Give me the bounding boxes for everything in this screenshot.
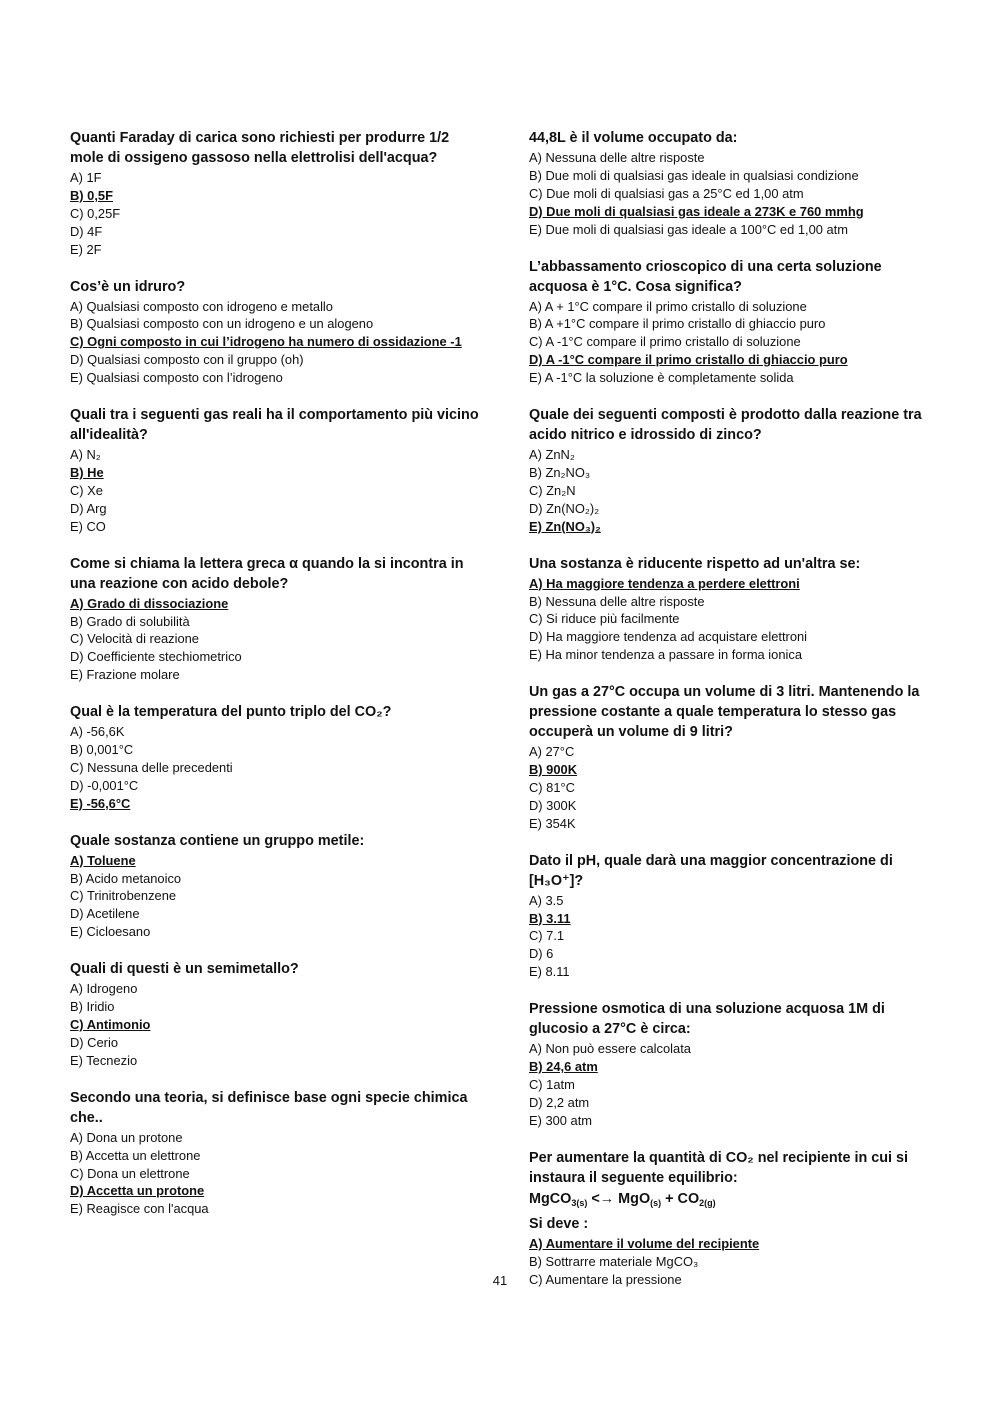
page-number: 41 [492, 1273, 508, 1288]
answer-option-correct: B) 24,6 atm [529, 1059, 598, 1075]
answer-option: C) Trinitrobenzene [70, 888, 177, 904]
question-block [529, 128, 929, 239]
answer-option: B) Sottrarre materiale MgCO₃ [529, 1253, 699, 1269]
question-block [70, 831, 480, 942]
answer-option: D) 6 [529, 946, 554, 962]
question-block [529, 257, 929, 388]
answer-option: C) 7.1 [529, 928, 565, 944]
answer-option: E) Frazione molare [70, 667, 180, 683]
answer-option: C) 81°C [529, 779, 575, 795]
question-text: Pressione osmotica di una soluzione acquosa 1M di glucosio a 27°C è circa: [529, 1001, 885, 1038]
question-text: Cos’è un idruro? [70, 278, 186, 295]
answer-option: A) A + 1°C compare il primo cristallo di soluzione [529, 298, 807, 314]
question-text: Una sostanza è riducente rispetto ad un'altra se: [529, 555, 861, 572]
answer-option: B) Qualsiasi composto con un idrogeno e un alogeno [70, 316, 374, 332]
answer-option: A) Idrogeno [70, 981, 138, 997]
answer-option: B) Zn₂NO₃ [529, 464, 591, 480]
answer-option: D) Ha maggiore tendenza ad acquistare elettroni [529, 629, 808, 645]
answer-option: C) Aumentare la pressione [529, 1271, 682, 1287]
answer-option: C) Xe [70, 482, 103, 498]
answer-option-correct: E) Zn(NO₃)₂ [529, 518, 601, 534]
answer-option: C) Si riduce più facilmente [529, 611, 680, 627]
answer-option: D) Zn(NO₂)₂ [529, 500, 600, 516]
answer-option-correct: C) Antimonio [70, 1017, 151, 1032]
answer-option-correct: A) Ha maggiore tendenza a perdere elettroni [529, 575, 800, 591]
question-block [70, 128, 480, 259]
question-text: Dato il pH, quale darà una maggior concentrazione di [H₃O⁺]? [529, 852, 893, 889]
answer-option: E) 300 atm [529, 1112, 593, 1128]
equation-subscript: 2(g) [699, 1197, 716, 1208]
answer-option: C) Zn₂N [529, 482, 576, 498]
answer-option: C) 0,25F [70, 205, 121, 221]
question-suffix: Si deve : [529, 1215, 589, 1232]
answer-option: E) Tecnezio [70, 1052, 138, 1068]
answer-option: D) Qualsiasi composto con il gruppo (oh) [70, 352, 304, 368]
answer-option: C) 1atm [529, 1077, 575, 1092]
answer-option: B) A +1°C compare il primo cristallo di ghiaccio puro [529, 316, 826, 332]
answer-option: E) 8.11 [529, 964, 570, 980]
question-text: Qual è la temperatura del punto triplo del CO₂? [70, 704, 392, 721]
equation-part: + CO [661, 1190, 700, 1207]
answer-option: A) N₂ [70, 447, 101, 463]
answer-option: A) -56,6K [70, 724, 125, 740]
answer-option: E) CO [70, 518, 106, 534]
answer-option: B) Iridio [70, 999, 115, 1015]
question-text: Come si chiama la lettera greca α quando la si incontra in una reazione con acido debole? [70, 555, 464, 592]
answer-option: C) Due moli di qualsiasi gas a 25°C ed 1,00 atm [529, 185, 804, 201]
answer-option: A) 1F [70, 170, 102, 185]
question-block [70, 277, 480, 388]
question-block [529, 405, 929, 536]
answer-option: E) 2F [70, 241, 102, 257]
answer-option: B) Accetta un elettrone [70, 1147, 201, 1163]
question-text: Quale sostanza contiene un gruppo metile: [70, 832, 365, 849]
answer-option: C) Velocità di reazione [70, 631, 199, 647]
question-block [70, 405, 480, 536]
question-text: Quali di questi è un semimetallo? [70, 961, 299, 978]
answer-option: D) 300K [529, 797, 577, 813]
question-block [529, 1148, 929, 1289]
answer-option-correct: D) Accetta un protone [70, 1183, 205, 1199]
answer-option: D) Arg [70, 500, 107, 516]
answer-option: D) 4F [70, 223, 103, 239]
answer-option: E) 354K [529, 815, 576, 831]
question-block [70, 554, 480, 685]
answer-option-correct: D) Due moli di qualsiasi gas ideale a 273K e 760 mmhg [529, 203, 864, 219]
answer-option: C) Dona un elettrone [70, 1165, 190, 1181]
question-text: Quali tra i seguenti gas reali ha il comportamento più vicino all'idealità? [70, 407, 479, 444]
answer-option: E) Cicloesano [70, 924, 151, 940]
answer-option: B) Acido metanoico [70, 870, 182, 886]
answer-option: D) -0,001°C [70, 777, 139, 793]
answer-option-correct: A) Aumentare il volume del recipiente [529, 1235, 760, 1251]
question-block [529, 554, 929, 665]
equation-subscript: (s) [650, 1197, 662, 1208]
question-text: 44,8L è il volume occupato da: [529, 130, 738, 146]
answer-option-correct: D) A -1°C compare il primo cristallo di ghiaccio puro [529, 352, 848, 368]
question-block [70, 959, 480, 1070]
question-text: L’abbassamento crioscopico di una certa soluzione acquosa è 1°C. Cosa significa? [529, 258, 882, 295]
question-block [529, 999, 929, 1130]
answer-option: E) Qualsiasi composto con l’idrogeno [70, 370, 283, 386]
answer-option: D) 2,2 atm [529, 1094, 590, 1110]
question-block [529, 682, 929, 833]
answer-option-correct: A) Toluene [70, 852, 136, 868]
question-text: Secondo una teoria, si definisce base ogni specie chimica che.. [70, 1089, 468, 1126]
right-column [529, 128, 929, 1306]
answer-option: D) Cerio [70, 1034, 118, 1050]
answer-option-correct: B) 900K [529, 762, 577, 778]
answer-option: A) Dona un protone [70, 1129, 183, 1145]
answer-option: E) Ha minor tendenza a passare in forma ionica [529, 647, 802, 663]
equation-subscript: 3(s) [571, 1197, 588, 1208]
answer-option: B) Grado di solubilità [70, 613, 190, 629]
answer-option: C) Nessuna delle precedenti [70, 759, 233, 775]
answer-option: B) Nessuna delle altre risposte [529, 593, 705, 609]
answer-option: D) Acetilene [70, 906, 140, 922]
answer-option: A) 27°C [529, 744, 575, 760]
equation-part: MgCO [529, 1190, 572, 1207]
answer-option: D) Coefficiente stechiometrico [70, 649, 242, 665]
answer-option-correct: E) -56,6°C [70, 795, 131, 811]
question-text: Quale dei seguenti composti è prodotto dalla reazione tra acido nitrico e idrossido di zinco? [529, 407, 922, 444]
answer-option-correct: B) 0,5F [70, 187, 113, 203]
answer-option-correct: B) He [70, 464, 104, 480]
answer-option: E) Reagisce con l'acqua [70, 1201, 209, 1217]
answer-option: E) A -1°C la soluzione è completamente solida [529, 370, 794, 386]
answer-option: E) Due moli di qualsiasi gas ideale a 100°C ed 1,00 atm [529, 221, 849, 237]
answer-option: A) 3.5 [529, 892, 564, 908]
answer-option: A) Qualsiasi composto con idrogeno e metallo [70, 298, 333, 314]
answer-option: B) Due moli di qualsiasi gas ideale in qualsiasi condizione [529, 167, 859, 183]
question-block [70, 702, 480, 813]
question-block [529, 851, 929, 982]
answer-option: C) A -1°C compare il primo cristallo di soluzione [529, 334, 801, 350]
question-text: Per aumentare la quantità di CO₂ nel recipiente in cui si instaura il seguente equilibrio: [529, 1149, 909, 1186]
equation-part: <→ MgO [587, 1190, 651, 1207]
equilibrium-equation [529, 1189, 929, 1213]
question-text: Quanti Faraday di carica sono richiesti per produrre 1/2 mole di ossigeno gassoso nella elettrolisi dell'acqua? [70, 130, 450, 166]
left-column [70, 128, 480, 1236]
answer-option: B) 0,001°C [70, 742, 134, 758]
answer-option: A) Nessuna delle altre risposte [529, 150, 705, 165]
question-text: Un gas a 27°C occupa un volume di 3 litri. Mantenendo la pressione costante a quale temperatura lo stesso gas occuperà un volume di 9 litri? [529, 684, 920, 741]
question-block [70, 1088, 480, 1219]
answer-option: A) Non può essere calcolata [529, 1041, 691, 1057]
answer-option-correct: C) Ogni composto in cui l’idrogeno ha numero di ossidazione -1 [70, 334, 462, 350]
answer-option: A) ZnN₂ [529, 447, 575, 463]
answer-option-correct: A) Grado di dissociazione [70, 595, 229, 611]
answer-option-correct: B) 3.11 [529, 910, 571, 926]
